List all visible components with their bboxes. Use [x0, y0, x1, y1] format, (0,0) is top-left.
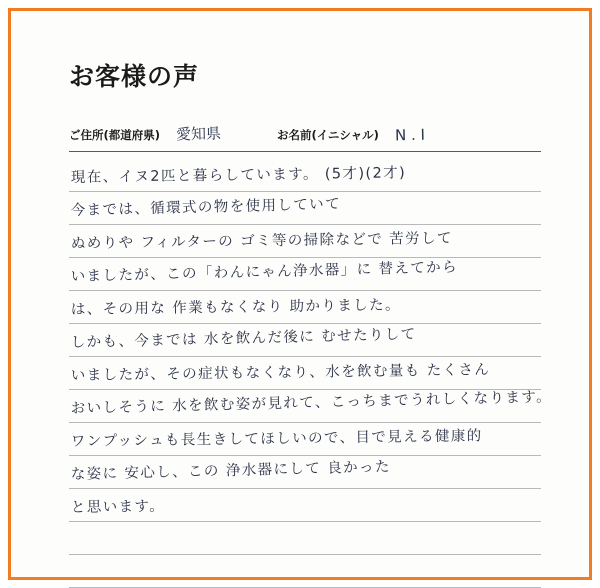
handwriting-line: [69, 456, 541, 489]
handwritten-body: [69, 159, 553, 588]
handwriting-line: [69, 388, 553, 423]
handwriting-text: いましたが、この「わんにゃん浄水器」に 替えてから: [70, 259, 459, 285]
address-label: ご住所(都道府県): [69, 127, 161, 142]
handwriting-line: [69, 192, 541, 225]
handwriting-line: [69, 522, 541, 555]
handwriting-line: [69, 258, 541, 291]
handwriting-line: [69, 225, 541, 258]
handwriting-text: ワンプッシュも長生きしてほしいので、目で見える健康的: [70, 427, 483, 450]
handwriting-line: [69, 555, 541, 588]
name-value: N . I: [394, 125, 425, 144]
handwriting-line: [69, 489, 541, 522]
handwriting-line: [69, 291, 541, 324]
handwriting-text: な姿に 安心し、この 浄水器にして 良かった: [70, 458, 392, 483]
handwriting-text: ぬめりや フィルターの ゴミ等の掃除などで 苦労して: [70, 230, 453, 252]
handwriting-text: しかも、今までは 水を飲んだ後に むせたりして: [70, 326, 417, 351]
handwriting-text: おいしそうに 水を飲む姿が見れて、こっちまでうれしくなります。: [70, 388, 553, 417]
page-content: [11, 11, 589, 577]
name-label: お名前(イニシャル): [277, 127, 379, 142]
handwriting-text: は、その用な 作業もなくなり 助かりました。: [70, 296, 401, 318]
handwriting-text: いましたが、その症状もなくなり、水を飲む量も たくさん: [70, 361, 491, 384]
handwriting-line: [69, 159, 541, 192]
page-title: お客様の声: [69, 62, 200, 91]
meta-divider: [69, 151, 541, 152]
handwriting-text: 今までは、循環式の物を使用していて: [70, 195, 342, 219]
handwriting-line: [69, 423, 541, 456]
handwriting-line: [69, 357, 541, 390]
address-value: 愛知県: [175, 124, 222, 143]
handwriting-line: [69, 324, 541, 357]
handwriting-text: と思います。: [70, 498, 166, 516]
orange-frame: [8, 8, 592, 580]
handwriting-text: 現在、イヌ2匹と暮らしています。 (5才)(2才): [70, 164, 407, 186]
meta-row: [69, 119, 541, 145]
